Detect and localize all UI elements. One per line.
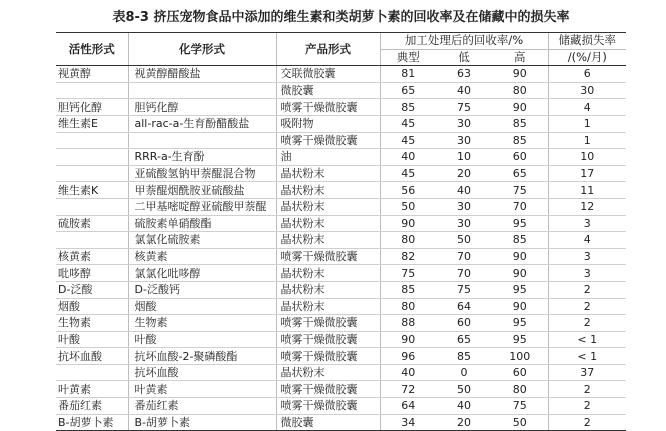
cell-loss-rate: < 1 — [548, 331, 626, 348]
table-row — [56, 232, 626, 249]
cell-active-form: 维生素E — [56, 115, 128, 132]
cell-high: 95 — [492, 315, 548, 332]
table-row — [56, 348, 626, 365]
cell-chemical-form: 抗坏血酸 — [128, 364, 276, 381]
cell-loss-rate: < 1 — [548, 348, 626, 365]
cell-typical: 40 — [380, 364, 436, 381]
cell-high: 95 — [492, 281, 548, 298]
cell-product-form: 喷雾干燥微胶囊 — [276, 398, 380, 415]
cell-high: 90 — [492, 66, 548, 83]
cell-product-form: 交联微胶囊 — [276, 66, 380, 83]
cell-active-form: 硫胺素 — [56, 215, 128, 232]
cell-active-form — [56, 82, 128, 99]
table-row — [56, 198, 626, 215]
cell-loss-rate: 6 — [548, 66, 626, 83]
cell-low: 30 — [436, 215, 492, 232]
cell-loss-rate: 2 — [548, 398, 626, 415]
cell-low: 40 — [436, 182, 492, 199]
cell-loss-rate: 2 — [548, 281, 626, 298]
cell-chemical-form: 烟酸 — [128, 298, 276, 315]
cell-active-form: 叶黄素 — [56, 381, 128, 398]
cell-low: 70 — [436, 265, 492, 282]
cell-typical: 64 — [380, 398, 436, 415]
cell-typical: 45 — [380, 115, 436, 132]
table-row — [56, 364, 626, 381]
table-row — [56, 165, 626, 182]
cell-chemical-form: B-胡萝卜素 — [128, 414, 276, 431]
cell-typical: 81 — [380, 66, 436, 83]
cell-chemical-form: 番茄红素 — [128, 398, 276, 415]
cell-typical: 40 — [380, 149, 436, 166]
cell-high: 50 — [492, 414, 548, 431]
cell-typical: 96 — [380, 348, 436, 365]
cell-product-form: 油 — [276, 149, 380, 166]
header-activity-form: 活性形式 — [56, 33, 128, 66]
cell-active-form: 维生素K — [56, 182, 128, 199]
cell-active-form — [56, 132, 128, 149]
cell-high: 80 — [492, 381, 548, 398]
table-row — [56, 265, 626, 282]
cell-chemical-form: all-rac-a-生育酚醋酸盐 — [128, 115, 276, 132]
cell-chemical-form — [128, 132, 276, 149]
cell-low: 60 — [436, 315, 492, 332]
table-row — [56, 331, 626, 348]
cell-typical: 85 — [380, 281, 436, 298]
header-high: 高 — [492, 49, 548, 66]
cell-low: 64 — [436, 298, 492, 315]
cell-high: 100 — [492, 348, 548, 365]
cell-typical: 90 — [380, 215, 436, 232]
cell-product-form: 晶状粉末 — [276, 232, 380, 249]
table-row — [56, 414, 626, 431]
cell-chemical-form: 亚硫酸氢钠甲萘醌混合物 — [128, 165, 276, 182]
cell-product-form: 喷雾干燥微胶囊 — [276, 99, 380, 116]
cell-product-form: 晶状粉末 — [276, 198, 380, 215]
cell-chemical-form: 生物素 — [128, 315, 276, 332]
cell-high: 90 — [492, 248, 548, 265]
cell-active-form — [56, 149, 128, 166]
cell-active-form — [56, 198, 128, 215]
cell-typical: 85 — [380, 99, 436, 116]
cell-loss-rate: 4 — [548, 232, 626, 249]
cell-low: 65 — [436, 331, 492, 348]
header-loss-unit: /(%/月) — [548, 49, 626, 66]
cell-loss-rate: 2 — [548, 381, 626, 398]
table-row — [56, 315, 626, 332]
cell-loss-rate: 3 — [548, 248, 626, 265]
header-recovery-group: 加工处理后的回收率/% — [380, 33, 548, 49]
cell-chemical-form: 甲萘醌烟酰胺亚硫酸盐 — [128, 182, 276, 199]
cell-low: 75 — [436, 281, 492, 298]
cell-product-form: 喷雾干燥微胶囊 — [276, 132, 380, 149]
cell-active-form: 胆钙化醇 — [56, 99, 128, 116]
cell-high: 85 — [492, 132, 548, 149]
cell-typical: 80 — [380, 232, 436, 249]
cell-active-form — [56, 165, 128, 182]
cell-high: 90 — [492, 298, 548, 315]
cell-chemical-form: 氯氯化吡哆醇 — [128, 265, 276, 282]
table-row — [56, 149, 626, 166]
table-row — [56, 182, 626, 199]
header-low: 低 — [436, 49, 492, 66]
cell-high: 65 — [492, 165, 548, 182]
table-row — [56, 115, 626, 132]
cell-loss-rate: 3 — [548, 265, 626, 282]
cell-product-form: 晶状粉末 — [276, 364, 380, 381]
cell-loss-rate: 1 — [548, 132, 626, 149]
cell-typical: 82 — [380, 248, 436, 265]
table-row — [56, 298, 626, 315]
table-row — [56, 215, 626, 232]
cell-low: 20 — [436, 414, 492, 431]
header-chemical-form: 化学形式 — [128, 33, 276, 66]
cell-low: 50 — [436, 381, 492, 398]
cell-active-form: 番茄红素 — [56, 398, 128, 415]
cell-low: 85 — [436, 348, 492, 365]
cell-chemical-form: 氯氯化硫胺素 — [128, 232, 276, 249]
table-container — [56, 8, 626, 431]
cell-loss-rate: 3 — [548, 215, 626, 232]
cell-product-form: 喷雾干燥微胶囊 — [276, 315, 380, 332]
cell-high: 90 — [492, 265, 548, 282]
cell-loss-rate: 2 — [548, 298, 626, 315]
cell-chemical-form: 视黄醇醋酸盐 — [128, 66, 276, 83]
cell-active-form: 生物素 — [56, 315, 128, 332]
cell-typical: 45 — [380, 165, 436, 182]
cell-product-form: 晶状粉末 — [276, 165, 380, 182]
cell-active-form: 核黄素 — [56, 248, 128, 265]
cell-product-form: 晶状粉末 — [276, 215, 380, 232]
cell-typical: 80 — [380, 298, 436, 315]
cell-low: 63 — [436, 66, 492, 83]
cell-low: 20 — [436, 165, 492, 182]
cell-typical: 72 — [380, 381, 436, 398]
cell-loss-rate: 12 — [548, 198, 626, 215]
cell-high: 70 — [492, 198, 548, 215]
cell-active-form: 视黄醇 — [56, 66, 128, 83]
cell-active-form: 叶酸 — [56, 331, 128, 348]
cell-product-form: 喷雾干燥微胶囊 — [276, 248, 380, 265]
cell-loss-rate: 17 — [548, 165, 626, 182]
cell-chemical-form: D-泛酸钙 — [128, 281, 276, 298]
cell-active-form: D-泛酸 — [56, 281, 128, 298]
cell-typical: 75 — [380, 265, 436, 282]
cell-loss-rate: 1 — [548, 115, 626, 132]
data-table — [56, 33, 626, 431]
cell-loss-rate: 10 — [548, 149, 626, 166]
header-typical: 典型 — [380, 49, 436, 66]
cell-low: 75 — [436, 99, 492, 116]
table-row — [56, 82, 626, 99]
table-row — [56, 132, 626, 149]
cell-high: 90 — [492, 99, 548, 116]
cell-chemical-form: 叶黄素 — [128, 381, 276, 398]
cell-product-form: 微胶囊 — [276, 414, 380, 431]
cell-active-form: B-胡萝卜素 — [56, 414, 128, 431]
cell-typical: 56 — [380, 182, 436, 199]
cell-high: 75 — [492, 182, 548, 199]
cell-chemical-form: 核黄素 — [128, 248, 276, 265]
header-product-form: 产品形式 — [276, 33, 380, 66]
table-row — [56, 381, 626, 398]
cell-typical: 45 — [380, 132, 436, 149]
cell-high: 85 — [492, 115, 548, 132]
cell-active-form: 抗坏血酸 — [56, 348, 128, 365]
cell-chemical-form: 抗坏血酸-2-聚磷酸酯 — [128, 348, 276, 365]
cell-loss-rate: 4 — [548, 99, 626, 116]
header-row-top — [56, 33, 626, 49]
cell-chemical-form — [128, 82, 276, 99]
cell-low: 0 — [436, 364, 492, 381]
table-body — [56, 66, 626, 431]
cell-loss-rate: 2 — [548, 414, 626, 431]
cell-high: 95 — [492, 331, 548, 348]
cell-product-form: 喷雾干燥微胶囊 — [276, 348, 380, 365]
cell-high: 60 — [492, 364, 548, 381]
cell-low: 10 — [436, 149, 492, 166]
cell-low: 30 — [436, 132, 492, 149]
cell-low: 50 — [436, 232, 492, 249]
cell-high: 80 — [492, 82, 548, 99]
cell-chemical-form: 胆钙化醇 — [128, 99, 276, 116]
cell-product-form: 晶状粉末 — [276, 265, 380, 282]
cell-product-form: 晶状粉末 — [276, 298, 380, 315]
cell-high: 95 — [492, 215, 548, 232]
cell-loss-rate: 37 — [548, 364, 626, 381]
table-row — [56, 281, 626, 298]
table-row — [56, 99, 626, 116]
cell-high: 75 — [492, 398, 548, 415]
cell-high: 85 — [492, 232, 548, 249]
cell-typical: 65 — [380, 82, 436, 99]
cell-low: 40 — [436, 82, 492, 99]
cell-loss-rate: 30 — [548, 82, 626, 99]
cell-loss-rate: 2 — [548, 315, 626, 332]
table-row — [56, 398, 626, 415]
cell-typical: 88 — [380, 315, 436, 332]
cell-product-form: 吸附物 — [276, 115, 380, 132]
cell-product-form: 喷雾干燥微胶囊 — [276, 381, 380, 398]
cell-typical: 50 — [380, 198, 436, 215]
cell-product-form: 喷雾干燥微胶囊 — [276, 331, 380, 348]
cell-low: 30 — [436, 198, 492, 215]
cell-product-form: 晶状粉末 — [276, 182, 380, 199]
cell-low: 70 — [436, 248, 492, 265]
cell-chemical-form: RRR-a-生育酚 — [128, 149, 276, 166]
cell-chemical-form: 硫胺素单硝酸酯 — [128, 215, 276, 232]
cell-low: 30 — [436, 115, 492, 132]
cell-typical: 90 — [380, 331, 436, 348]
cell-active-form — [56, 364, 128, 381]
cell-loss-rate: 11 — [548, 182, 626, 199]
cell-product-form: 晶状粉末 — [276, 281, 380, 298]
cell-typical: 34 — [380, 414, 436, 431]
table-row — [56, 66, 626, 83]
table-row — [56, 248, 626, 265]
cell-chemical-form: 叶酸 — [128, 331, 276, 348]
cell-active-form: 烟酸 — [56, 298, 128, 315]
cell-chemical-form: 二甲基嘧啶醇亚硫酸甲萘醌 — [128, 198, 276, 215]
cell-active-form: 吡哆醇 — [56, 265, 128, 282]
cell-high: 60 — [492, 149, 548, 166]
cell-low: 40 — [436, 398, 492, 415]
cell-product-form: 微胶囊 — [276, 82, 380, 99]
header-loss-rate: 储藏损失率 — [548, 33, 626, 49]
table-title: 表8-3 挤压宠物食品中添加的维生素和类胡萝卜素的回收率及在储藏中的损失率 — [56, 8, 626, 33]
cell-active-form — [56, 232, 128, 249]
